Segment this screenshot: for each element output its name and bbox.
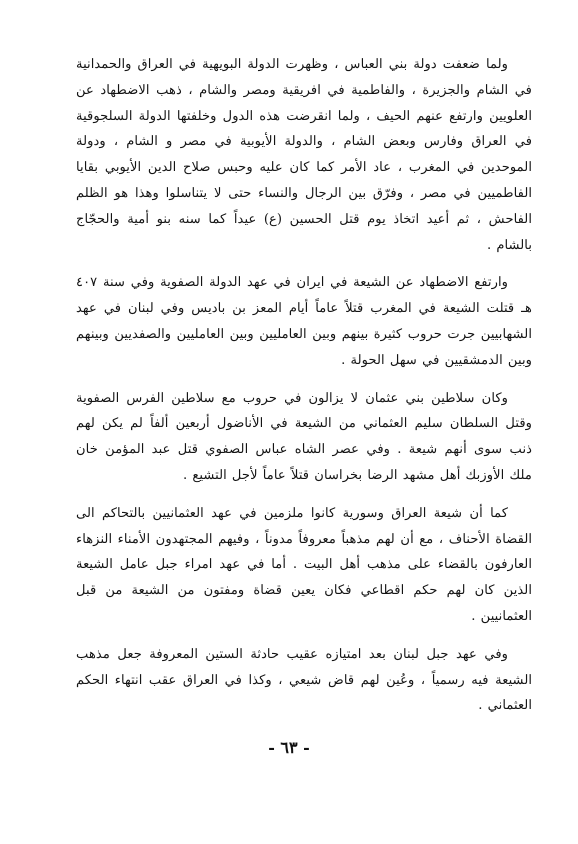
paragraph-5: وفي عهد جبل لبنان بعد امتيازه عقيب حادثة الستين المعروفة جعل مذهب الشيعة فيه رسمياً ، وعُين لهم قاض شيعي ، وكذا في العراق عقب انتهاء الحكم العثماني .: [76, 646, 532, 714]
paragraph-3: وكان سلاطين بني عثمان لا يزالون في حروب مع سلاطين الفرس الصفوية وقتل السلطان سليم العثماني من الشيعة في الأناضول أربعين ألفاً لم يكن لهم ذنب سوى أنهم شيعة . وفي عصر الشاه عباس الصفوي قتل عبد المؤمن خان ملك الأوزبك أهل مشهد الرضا بخراسان قتلاً عاماً لأجل التشيع .: [76, 390, 532, 483]
paragraph-4: كما أن شيعة العراق وسورية كانوا ملزمين في عهد العثمانيين بالتحاكم الى القضاة الأحناف ، مع أن لهم مذهباً معروفاً مدوناً ، وفيهم المجتهدون الأمناء النزهاء العارفون بالقضاء على مذهب أهل البيت . أما في عهد امراء جبل عامل الشيعة الذين كان لهم حكم اقطاعي فكان يعين قضاة ومفتون من الشيعة من قبل العثمانيين .: [76, 505, 532, 624]
paragraph-2: وارتفع الاضطهاد عن الشيعة في ايران في عهد الدولة الصفوية وفي سنة ٤٠٧ هـ قتلت الشيعة في المغرب قتلاً عاماً أيام المعز بن باديس وفي لبنان في عهد الشهابيين جرت حروب كثيرة بينهم وبين العامليين وبين العامليين والصفديين وبينهم وبين الدمشقيين في سهل الحولة .: [76, 275, 532, 368]
page-number: - ٦٣ -: [268, 738, 310, 757]
paragraph-1: ولما ضعفت دولة بني العباس ، وظهرت الدولة البويهية في العراق والحمدانية في الشام والجزيرة ، والفاطمية في افريقية ومصر والشام ، ذهب الاضطهاد عن العلويين وارتفع عنهم الحيف ، ولما انقرضت هذه الدول وخلفتها الدولة السلجوقية في العراق وفارس وبعض الشام ، والدولة الأيوبية في مصر و الشام ، ودولة الموحدين في المغرب ، عاد الأمر كما كان عليه وحبس صلاح الدين الأيوبي بقايا الفاطميين في مصر ، وفرّق بين الرجال والنساء حتى لا يتناسلوا وهذا هو الظلم الفاحش ، ثم أعيد اتخاذ يوم قتل الحسين (ع) عيداً كما سنه بنو أمية والحجّاج بالشام .: [76, 57, 532, 253]
page-body: [76, 52, 532, 719]
